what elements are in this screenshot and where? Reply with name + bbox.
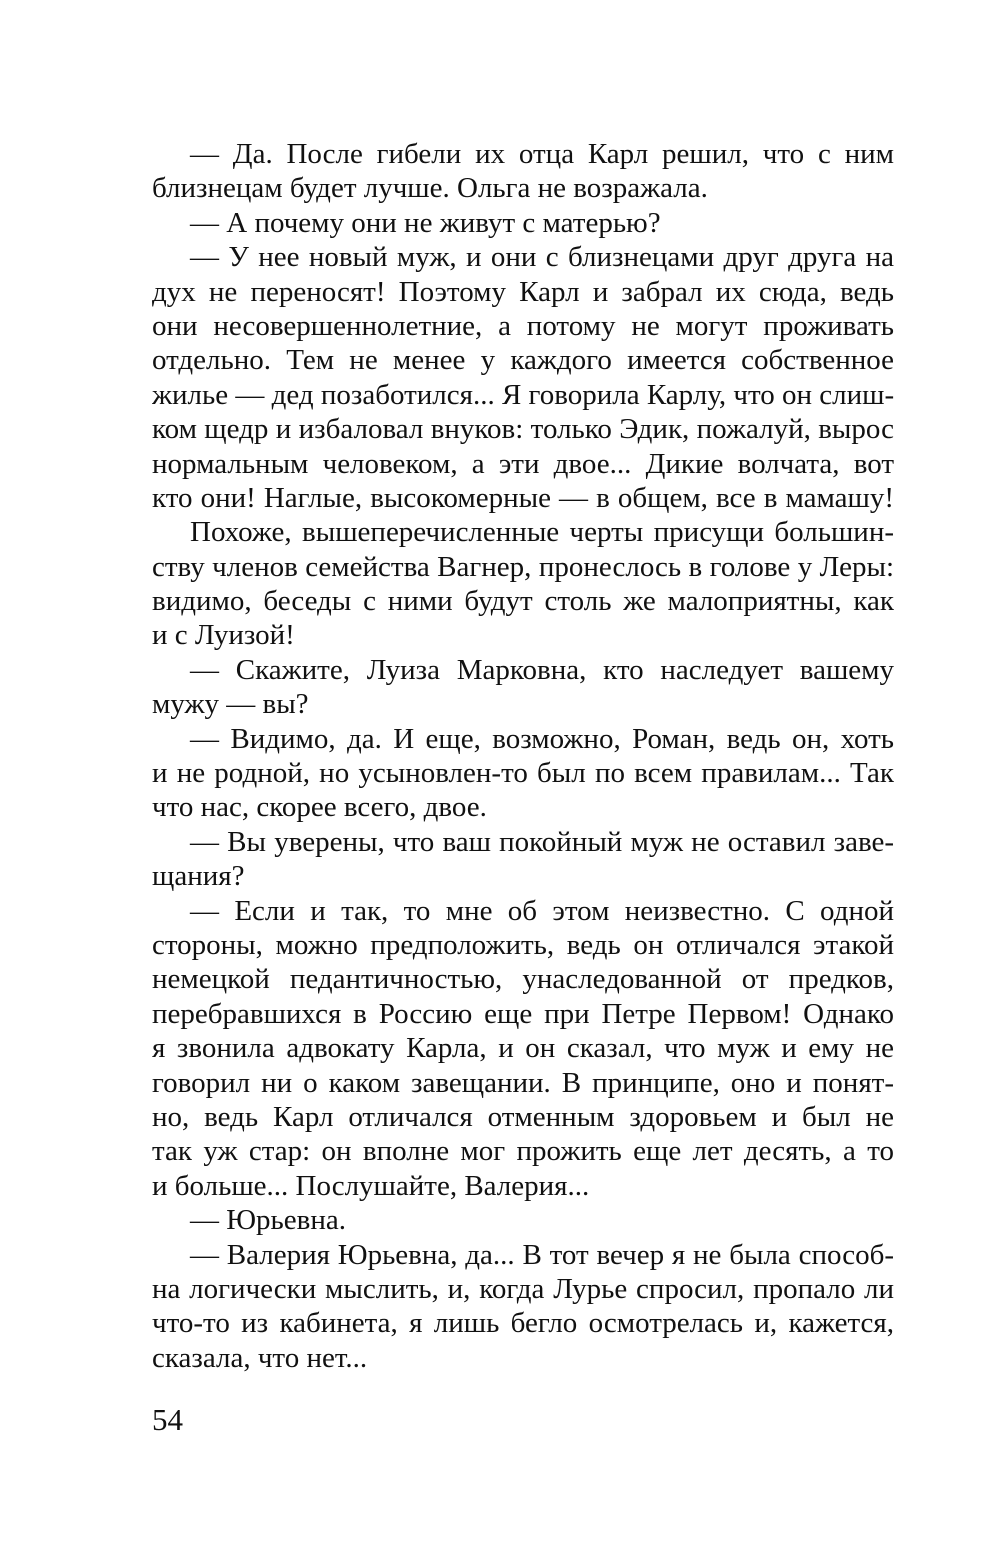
text-line: — Видимо, да. И еще, возможно, Роман, ведь он, хоть: [190, 722, 894, 755]
text-line: мужу — вы?: [152, 688, 309, 721]
text-line: — Да. После гибели их отца Карл решил, что с ним: [190, 138, 894, 170]
body-text: [152, 137, 894, 1375]
text-line: так уж стар: он вполне мог прожить еще лет десять, а то: [152, 1135, 894, 1168]
text-line: — Валерия Юрьевна, да... В тот вечер я не была способ-: [190, 1238, 894, 1271]
text-line: — Скажите, Луиза Марковна, кто наследует вашему: [190, 653, 894, 686]
text-line: нормальным человеком, а эти двое... Дикие волчата, вот: [152, 447, 894, 480]
text-line: дух не переносят! Поэтому Карл и забрал их сюда, ведь: [152, 275, 894, 308]
text-line: и не родной, но усыновлен-то был по всем правилам... Так: [152, 757, 894, 790]
text-line: и больше... Послушайте, Валерия...: [152, 1169, 590, 1202]
text-line: — Вы уверены, что ваш покойный муж не оставил заве-: [190, 825, 894, 858]
text-line: говорил ни о каком завещании. В принципе, оно и понят-: [152, 1066, 894, 1099]
text-line: отдельно. Тем не менее у каждого имеется собственное: [152, 344, 894, 377]
text-line: — Юрьевна.: [190, 1204, 346, 1237]
text-line: — Если и так, то мне об этом неизвестно. С одной: [190, 894, 894, 927]
text-line: — А почему они не живут с матерью?: [190, 206, 661, 239]
text-line: перебравшихся в Россию еще при Петре Первом! Однако: [152, 997, 894, 1030]
text-line: немецкой педантичностью, унаследованной от предков,: [152, 963, 894, 996]
text-line: но, ведь Карл отличался отменным здоровьем и был не: [152, 1100, 894, 1133]
text-line: они несовершеннолетние, а потому не могут проживать: [152, 309, 894, 342]
text-line: что нас, скорее всего, двое.: [152, 791, 487, 824]
text-line: и с Луизой!: [152, 619, 295, 652]
text-line: жилье — дед позаботился... Я говорила Карлу, что он слиш-: [152, 378, 894, 411]
page-number: 54: [152, 1402, 183, 1437]
text-line: кто они! Наглые, высокомерные — в общем, все в мамашу!: [152, 481, 894, 514]
text-line: — У нее новый муж, и они с близнецами друг друга на: [190, 241, 894, 274]
text-line: сказала, что нет...: [152, 1341, 368, 1374]
text-line: на логически мыслить, и, когда Лурье спросил, пропало ли: [152, 1272, 894, 1305]
text-line: стороны, можно предположить, ведь он отличался этакой: [152, 928, 894, 961]
text-line: щания?: [152, 860, 245, 893]
text-line: ству членов семейства Вагнер, пронеслось в голове у Леры:: [152, 550, 894, 583]
text-line: ком щедр и избаловал внуков: только Эдик, пожалуй, вырос: [152, 413, 894, 446]
text-line: что-то из кабинета, я лишь бегло осмотрелась и, кажется,: [152, 1307, 894, 1340]
text-line: видимо, беседы с ними будут столь же малоприятны, как: [152, 585, 894, 618]
text-line: Похоже, вышеперечисленные черты присущи большин-: [190, 516, 894, 549]
text-line: я звонила адвокату Карла, и он сказал, что муж и ему не: [152, 1032, 894, 1065]
text-line: близнецам будет лучше. Ольга не возражала.: [152, 172, 708, 205]
